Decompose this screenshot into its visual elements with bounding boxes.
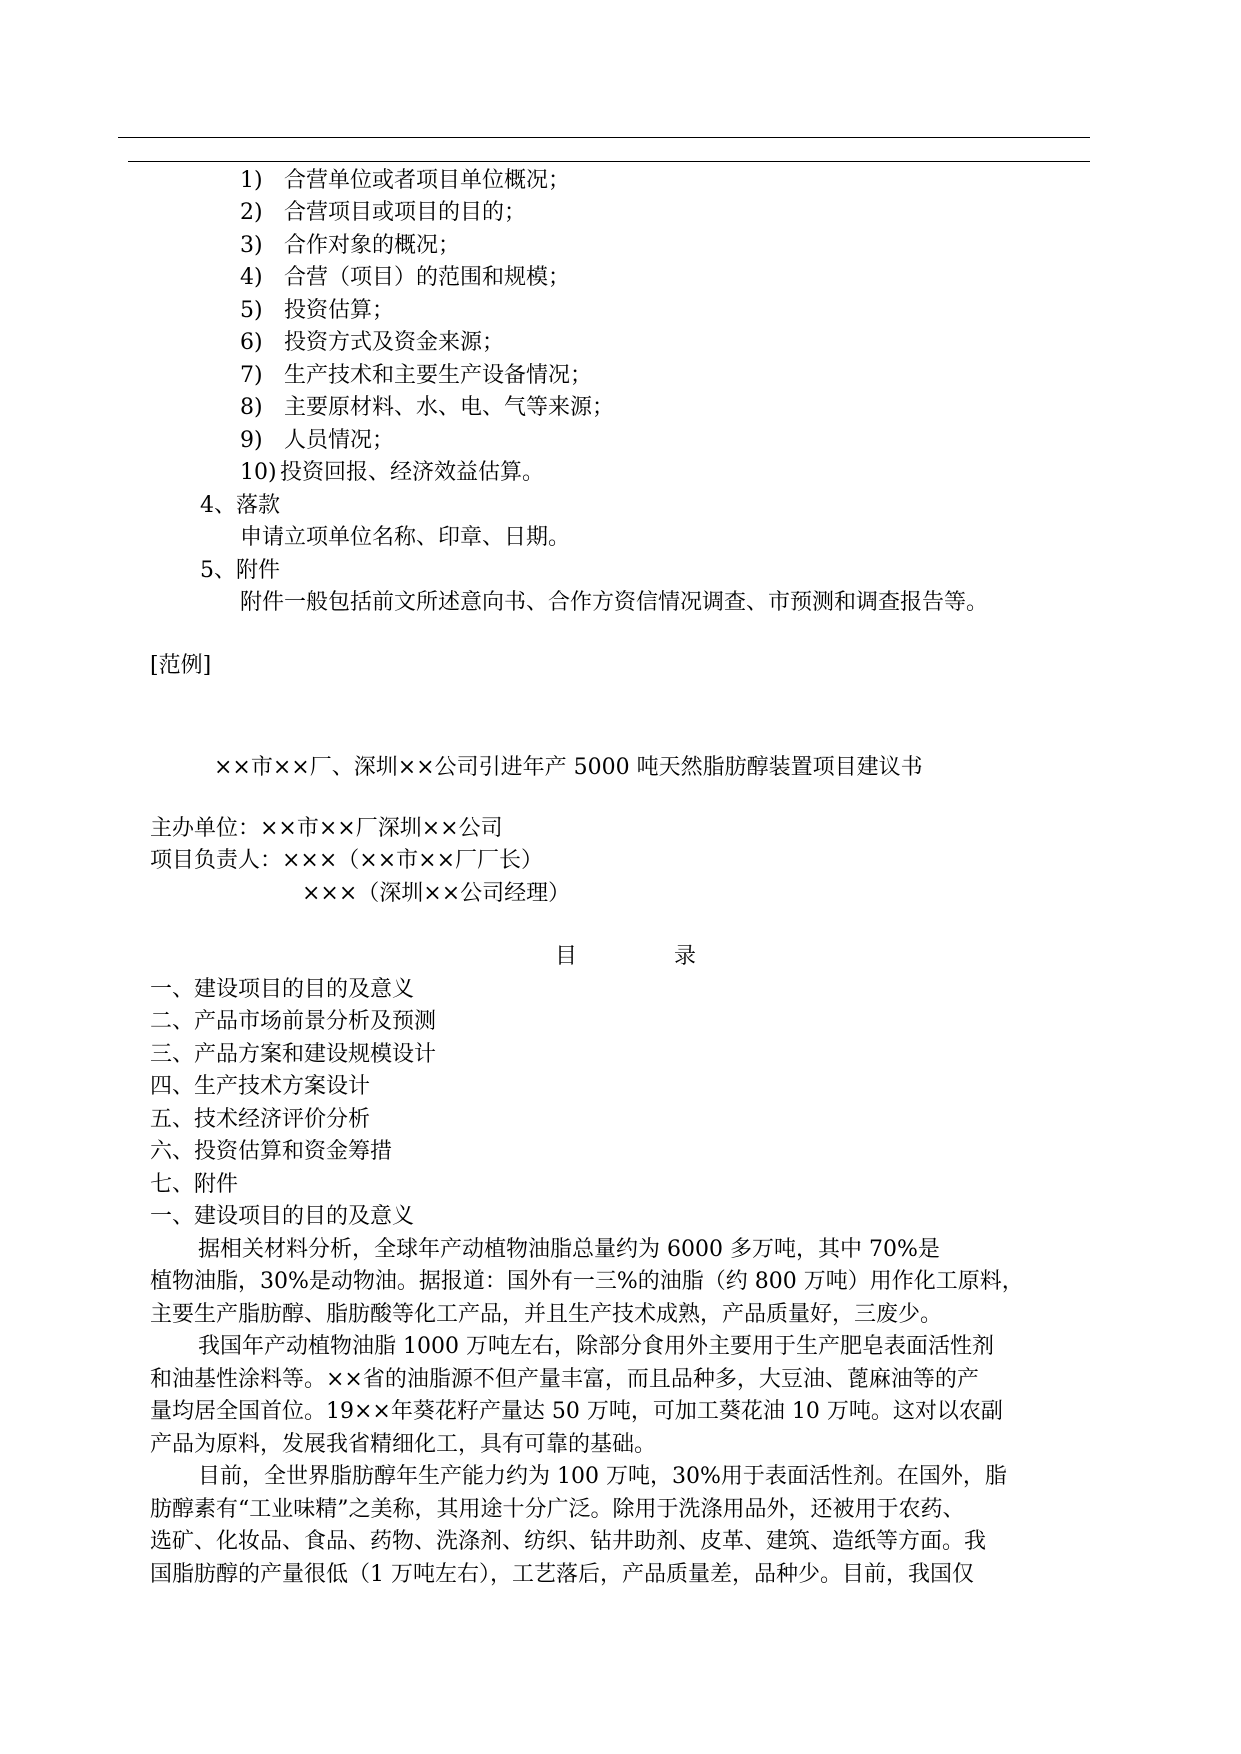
list-item-text: 合营（项目）的范围和规模； — [284, 265, 571, 290]
list-item-text: 合营单位或者项目单位概况； — [284, 168, 571, 193]
toc-item: 五、技术经济评价分析 — [150, 1107, 371, 1132]
body-line: 植物油脂，30%是动物油。据报道：国外有一三%的油脂（约 800 万吨）用作化工原料， — [150, 1269, 1024, 1294]
list-item-text: 合营项目或项目的目的； — [284, 200, 527, 225]
list-item-text: 主要原材料、水、电、气等来源； — [284, 395, 615, 420]
toc-item: 三、产品方案和建设规模设计 — [150, 1042, 437, 1067]
toc-item: 二、产品市场前景分析及预测 — [150, 1009, 437, 1034]
list-item — [240, 267, 570, 289]
list-item-text: 投资回报、经济效益估算。 — [280, 460, 545, 485]
toc-item: 一、建设项目的目的及意义 — [150, 977, 415, 1002]
body-line: 产品为原料，发展我省精细化工，具有可靠的基础。 — [150, 1432, 657, 1457]
project-leader: 项目负责人：×××（××市××厂厂长） — [150, 848, 544, 873]
list-item-number: 7) — [240, 363, 263, 388]
list-item-text: 人员情况； — [284, 428, 395, 453]
header-rule-top — [118, 137, 1090, 138]
section-5-body: 附件一般包括前文所述意向书、合作方资信情况调查、市预测和调查报告等。 — [240, 590, 989, 615]
body-line: 据相关材料分析，全球年产动植物油脂总量约为 6000 多万吨，其中 70%是 — [198, 1237, 940, 1262]
list-item-number: 1) — [240, 168, 263, 193]
list-item — [240, 300, 394, 322]
sponsor-unit: 主办单位：××市××厂深圳××公司 — [150, 816, 503, 841]
list-item-number: 6) — [240, 330, 263, 355]
list-item-number: 3) — [240, 233, 263, 258]
list-item — [240, 462, 544, 484]
list-item — [240, 397, 614, 419]
list-item — [240, 235, 460, 257]
body-line: 主要生产脂肪醇、脂肪酸等化工产品，并且生产技术成熟，产品质量好，三废少。 — [150, 1302, 943, 1327]
toc-title-left: 目 — [555, 944, 578, 969]
section-5-heading: 5、附件 — [200, 558, 280, 583]
list-item-number: 10) — [240, 460, 277, 485]
list-item — [240, 365, 592, 387]
list-item-number: 4) — [240, 265, 263, 290]
list-item — [240, 430, 394, 452]
list-item-number: 8) — [240, 395, 263, 420]
body-line: 目前，全世界脂肪醇年生产能力约为 100 万吨，30%用于表面活性剂。在国外，脂 — [198, 1464, 1007, 1489]
body-line: 国脂肪醇的产量很低（1 万吨左右），工艺落后，产品质量差，品种少。目前，我国仅 — [150, 1562, 974, 1587]
body-heading: 一、建设项目的目的及意义 — [150, 1204, 415, 1229]
list-item — [240, 202, 526, 224]
list-item-text: 生产技术和主要生产设备情况； — [284, 363, 593, 388]
example-label: [范例] — [150, 653, 212, 678]
toc-item: 七、附件 — [150, 1172, 239, 1197]
header-rule-bottom — [128, 161, 1090, 162]
list-item-text: 投资方式及资金来源； — [284, 330, 505, 355]
body-line: 选矿、化妆品、食品、药物、洗涤剂、纺织、钻井助剂、皮革、建筑、造纸等方面。我 — [150, 1529, 987, 1554]
section-4-body: 申请立项单位名称、印章、日期。 — [240, 525, 571, 550]
body-line: 我国年产动植物油脂 1000 万吨左右，除部分食用外主要用于生产肥皂表面活性剂 — [198, 1334, 994, 1359]
toc-title-right: 录 — [674, 944, 697, 969]
list-item — [240, 170, 570, 192]
toc-item: 六、投资估算和资金筹措 — [150, 1139, 393, 1164]
list-item-text: 投资估算； — [284, 298, 395, 323]
list-item-number: 2) — [240, 200, 263, 225]
project-leader-second: ×××（深圳××公司经理） — [302, 881, 571, 906]
toc-title — [555, 946, 696, 968]
body-line: 肪醇素有“工业味精”之美称，其用途十分广泛。除用于洗涤用品外，还被用于农药、 — [150, 1497, 965, 1522]
section-4-heading: 4、落款 — [200, 493, 280, 518]
list-item-number: 5) — [240, 298, 263, 323]
list-item-text: 合作对象的概况； — [284, 233, 461, 258]
document-title: ××市××厂、深圳××公司引进年产 5000 吨天然脂肪醇装置项目建议书 — [214, 755, 923, 780]
body-line: 和油基性涂料等。××省的油脂源不但产量丰富，而且品种多，大豆油、蓖麻油等的产 — [150, 1367, 979, 1392]
body-line: 量均居全国首位。19××年葵花籽产量达 50 万吨，可加工葵花油 10 万吨。这对以农副 — [150, 1399, 1003, 1424]
toc-item: 四、生产技术方案设计 — [150, 1074, 371, 1099]
list-item — [240, 332, 504, 354]
list-item-number: 9) — [240, 428, 263, 453]
